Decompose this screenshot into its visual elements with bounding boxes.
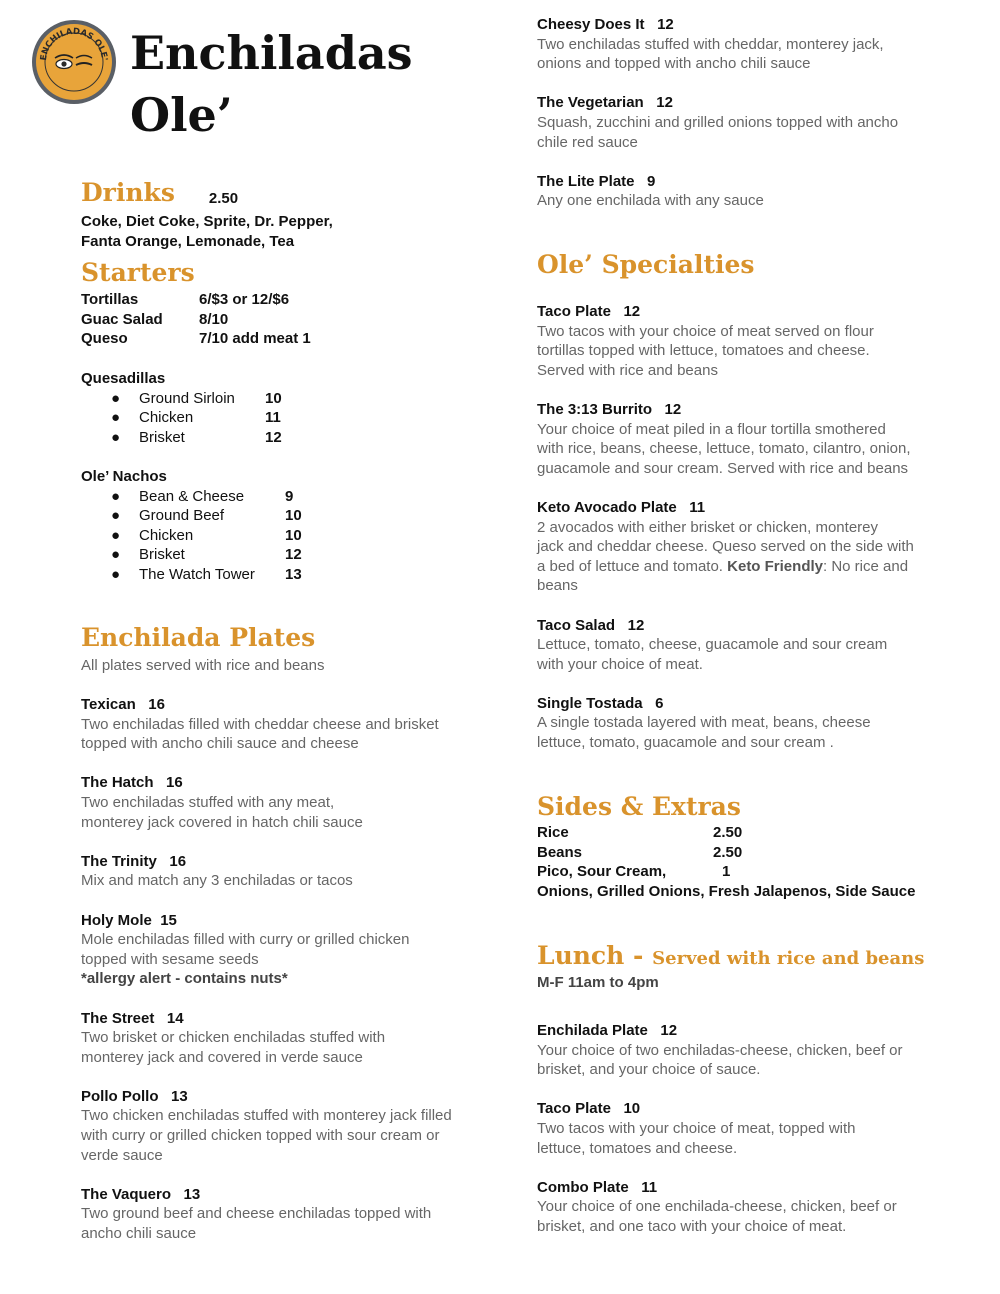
item-name: Brisket — [139, 546, 185, 564]
item-price: 6 — [655, 694, 664, 712]
item-name: The Watch Tower — [139, 565, 255, 583]
title-line-1: Enchiladas — [130, 26, 413, 80]
item-name: Chicken — [139, 526, 194, 544]
item-heading — [81, 1009, 481, 1029]
list-item — [537, 400, 957, 478]
item-name: Taco Plate — [537, 1100, 611, 1118]
item-heading — [81, 1087, 481, 1107]
enchilada-plates-list — [81, 695, 481, 1244]
item-description: ancho chili sauce — [81, 1225, 197, 1243]
item-description: Two enchiladas filled with cheddar cheese and brisket — [81, 715, 439, 733]
list-item — [537, 694, 957, 753]
item-name: Pollo Pollo — [81, 1087, 159, 1105]
lunch-title: Lunch — [537, 941, 625, 970]
item-description: jack and cheddar cheese. Queso served on the side with — [537, 538, 914, 556]
title-line-2: Ole’ — [130, 88, 233, 142]
side-price: 1 — [722, 863, 731, 881]
item-name: The Vegetarian — [537, 94, 644, 112]
allergy-alert: *allergy alert - contains nuts* — [81, 970, 288, 988]
list-item — [81, 773, 481, 832]
bullet-icon: ● — [111, 487, 121, 505]
side-name: Beans — [537, 843, 583, 861]
item-name: The Lite Plate — [537, 172, 635, 190]
specialties-list — [537, 302, 957, 753]
item-name: The Vaquero — [81, 1185, 172, 1203]
side-name: Rice — [537, 824, 569, 841]
item-name: Texican — [81, 696, 136, 713]
specialties-heading: Ole’ Specialties — [537, 250, 755, 279]
item-description: brisket, and one taco with your choice of meat. — [537, 1217, 847, 1235]
list-item — [537, 498, 957, 596]
item-heading — [81, 852, 481, 872]
bullet-icon: ● — [111, 389, 121, 407]
item-price: 12 — [657, 16, 674, 33]
item-description: with rice, beans, cheese, lettuce, tomato, cilantro, onion, — [537, 440, 911, 458]
item-description: guacamole and sour cream. Served with rice and beans — [537, 459, 909, 477]
item-description: Two chicken enchiladas stuffed with monterey jack filled — [81, 1107, 452, 1125]
item-price: 12 — [627, 616, 645, 634]
item-description: Lettuce, tomato, cheese, guacamole and sour cream — [537, 636, 888, 654]
list-item — [81, 487, 302, 507]
item-price: 14 — [166, 1009, 184, 1027]
item-heading — [537, 93, 947, 113]
item-price: 12 — [285, 546, 302, 564]
item-price: 13 — [285, 565, 302, 583]
item-description: brisket, and your choice of sauce. — [537, 1061, 761, 1079]
bullet-icon: ● — [111, 565, 121, 583]
list-item — [537, 15, 947, 74]
item-name: Holy Mole — [81, 911, 152, 929]
item-name: Keto Avocado Plate — [537, 498, 677, 516]
item-price: 9 — [647, 172, 656, 190]
item-name: Ground Beef — [139, 507, 225, 525]
list-item — [81, 389, 282, 409]
item-heading — [537, 1178, 947, 1198]
side-row — [537, 862, 915, 882]
starter-price: 6/$3 or 12/$6 — [199, 291, 290, 308]
list-item — [537, 172, 947, 211]
lunch-list — [537, 1021, 947, 1237]
lunch-heading — [537, 941, 924, 974]
starter-name: Tortillas — [81, 291, 139, 308]
lunch-title-separator: - — [624, 941, 653, 970]
item-heading — [537, 616, 957, 636]
drinks-line-2: Fanta Orange, Lemonade, Tea — [81, 232, 295, 250]
drinks-section — [81, 178, 238, 208]
item-description: with curry or grilled chicken topped with sour cream or — [81, 1127, 440, 1145]
list-item — [81, 1087, 481, 1165]
list-item — [81, 408, 282, 428]
item-description: Served with rice and beans — [537, 361, 718, 379]
bullet-icon: ● — [111, 507, 121, 525]
item-description: lettuce, tomato, guacamole and sour cream . — [537, 734, 834, 752]
item-description: onions and topped with ancho chili sauce — [537, 55, 811, 73]
sides-heading: Sides & Extras — [537, 792, 741, 821]
item-description: Your choice of one enchilada-cheese, chicken, beef or — [537, 1198, 897, 1216]
item-description: Two tacos with your choice of meat, topped with — [537, 1119, 856, 1137]
list-item — [81, 506, 302, 526]
bullet-icon: ● — [111, 428, 121, 446]
item-description: Two tacos with your choice of meat served on flour — [537, 322, 874, 340]
list-item — [81, 565, 302, 585]
bullet-icon: ● — [111, 409, 121, 427]
sides-list — [537, 823, 915, 901]
item-name: Bean & Cheese — [139, 487, 245, 505]
item-price: 16 — [148, 696, 165, 713]
item-name: Taco Salad — [537, 616, 616, 634]
item-price: 11 — [641, 1178, 658, 1196]
page-title — [130, 22, 413, 146]
item-heading — [81, 695, 481, 715]
item-price: 10 — [285, 507, 302, 525]
list-item — [81, 1009, 481, 1068]
keto-line-start: a bed of lettuce and tomato. — [537, 557, 728, 575]
item-description: Squash, zucchini and grilled onions topped with ancho — [537, 113, 899, 131]
item-name: Chicken — [139, 409, 194, 427]
item-price: 12 — [656, 94, 673, 112]
item-price: 15 — [160, 911, 177, 929]
quesadillas-list — [81, 369, 282, 447]
side-price: 2.50 — [713, 843, 743, 861]
list-item — [81, 852, 481, 891]
item-heading — [537, 172, 947, 192]
logo-badge-icon — [30, 18, 118, 106]
item-price: 12 — [623, 303, 641, 320]
list-item — [81, 1185, 481, 1244]
item-description: Any one enchilada with any sauce — [537, 192, 764, 210]
quesadillas-heading: Quesadillas — [81, 370, 166, 387]
item-name: The Street — [81, 1009, 155, 1027]
item-heading — [537, 1099, 947, 1119]
item-description: Two enchiladas stuffed with cheddar, monterey jack, — [537, 35, 884, 53]
item-price: 12 — [664, 400, 682, 418]
item-description: topped with sesame seeds — [81, 950, 259, 968]
item-price: 11 — [689, 498, 706, 516]
item-price: 13 — [183, 1185, 201, 1203]
bullet-icon: ● — [111, 526, 121, 544]
item-name: The 3:13 Burrito — [537, 400, 653, 418]
item-name: The Trinity — [81, 852, 157, 870]
item-price: 13 — [171, 1087, 188, 1105]
side-name: Pico, Sour Cream, — [537, 863, 667, 881]
item-description: chile red sauce — [537, 133, 638, 151]
item-heading — [537, 1021, 947, 1041]
side-row — [537, 843, 915, 863]
item-description: Two brisket or chicken enchiladas stuffed with — [81, 1029, 386, 1047]
item-description: Two ground beef and cheese enchiladas topped with — [81, 1205, 432, 1223]
item-description: Your choice of meat piled in a flour tortilla smothered — [537, 420, 886, 438]
list-item — [537, 1099, 947, 1158]
drinks-line-1: Coke, Diet Coke, Sprite, Dr. Pepper, — [81, 213, 333, 230]
starter-price: 7/10 add meat 1 — [199, 330, 311, 348]
list-item — [537, 302, 957, 380]
item-heading — [537, 400, 957, 420]
item-description: A single tostada layered with meat, beans, cheese — [537, 714, 871, 732]
drinks-heading: Drinks — [81, 178, 175, 207]
starter-row — [81, 310, 311, 330]
list-item — [81, 526, 302, 546]
list-item — [537, 1021, 947, 1080]
item-name: Ground Sirloin — [139, 389, 235, 407]
bullet-icon: ● — [111, 546, 121, 564]
lunch-hours: M-F 11am to 4pm — [537, 974, 659, 991]
item-price: 11 — [265, 409, 281, 427]
starter-row — [81, 329, 311, 349]
item-price: 12 — [265, 428, 282, 446]
item-price: 10 — [285, 526, 302, 544]
item-name: Single Tostada — [537, 694, 643, 712]
item-heading — [537, 302, 957, 322]
item-name: Taco Plate — [537, 303, 611, 320]
drinks-price: 2.50 — [208, 190, 239, 208]
list-item — [81, 695, 481, 754]
item-heading — [537, 15, 947, 35]
enchilada-plates-heading: Enchilada Plates — [81, 623, 316, 652]
side-price: 2.50 — [713, 824, 743, 841]
list-item — [537, 616, 957, 675]
list-item — [81, 545, 302, 565]
item-name: Enchilada Plate — [537, 1022, 648, 1039]
starter-name: Queso — [81, 330, 128, 348]
item-description: monterey jack covered in hatch chili sauce — [81, 813, 363, 831]
item-description: 2 avocados with either brisket or chicken, monterey — [537, 518, 878, 536]
item-heading — [81, 911, 481, 931]
list-item — [81, 428, 282, 448]
item-description: beans — [537, 577, 578, 595]
item-heading — [537, 498, 957, 518]
item-description: tortillas topped with lettuce, tomatoes and cheese. — [537, 342, 870, 360]
item-description: Your choice of two enchiladas-cheese, chicken, beef or — [537, 1041, 903, 1059]
nachos-list — [81, 467, 302, 585]
item-name: The Hatch — [81, 774, 154, 792]
nachos-heading: Ole’ Nachos — [81, 468, 167, 485]
item-description: with your choice of meat. — [537, 655, 703, 673]
item-name: Brisket — [139, 428, 185, 446]
item-description: monterey jack and covered in verde sauce — [81, 1048, 363, 1066]
item-heading — [81, 773, 481, 793]
starters-list — [81, 290, 311, 349]
item-description — [537, 557, 957, 577]
keto-line-end: : No rice and — [823, 557, 909, 575]
starter-name: Guac Salad — [81, 310, 163, 328]
starter-row — [81, 290, 311, 310]
list-item — [537, 93, 947, 152]
starter-price: 8/10 — [199, 310, 229, 328]
list-item — [81, 911, 481, 989]
plates-continued-list — [537, 15, 947, 211]
item-name: Cheesy Does It — [537, 16, 645, 33]
keto-friendly-label: Keto Friendly — [727, 557, 823, 575]
item-description: Mix and match any 3 enchiladas or tacos — [81, 872, 353, 890]
item-price: 10 — [623, 1100, 641, 1118]
item-description: Mole enchiladas filled with curry or grilled chicken — [81, 931, 410, 949]
enchilada-plates-subtitle: All plates served with rice and beans — [81, 657, 325, 674]
drinks-list — [81, 212, 333, 251]
sides-extra-line: Onions, Grilled Onions, Fresh Jalapenos, Side Sauce — [537, 882, 916, 900]
item-name: Combo Plate — [537, 1178, 629, 1196]
item-heading — [81, 1185, 481, 1205]
lunch-subtitle: Served with rice and beans — [652, 948, 925, 969]
item-heading — [537, 694, 957, 714]
item-description: verde sauce — [81, 1146, 163, 1164]
item-price: 12 — [660, 1022, 678, 1039]
side-row — [537, 823, 915, 843]
svg-text:ENCHILADAS OLE': ENCHILADAS OLE' — [38, 26, 109, 62]
item-description: Two enchiladas stuffed with any meat, — [81, 793, 335, 811]
item-price: 9 — [285, 487, 294, 505]
logo — [30, 18, 118, 106]
item-price: 16 — [169, 852, 187, 870]
item-price: 10 — [265, 389, 282, 407]
item-description: topped with ancho chili sauce and cheese — [81, 735, 359, 753]
item-description: lettuce, tomatoes and cheese. — [537, 1139, 738, 1157]
item-price: 16 — [166, 774, 183, 792]
starters-heading: Starters — [81, 258, 195, 287]
list-item — [537, 1178, 947, 1237]
